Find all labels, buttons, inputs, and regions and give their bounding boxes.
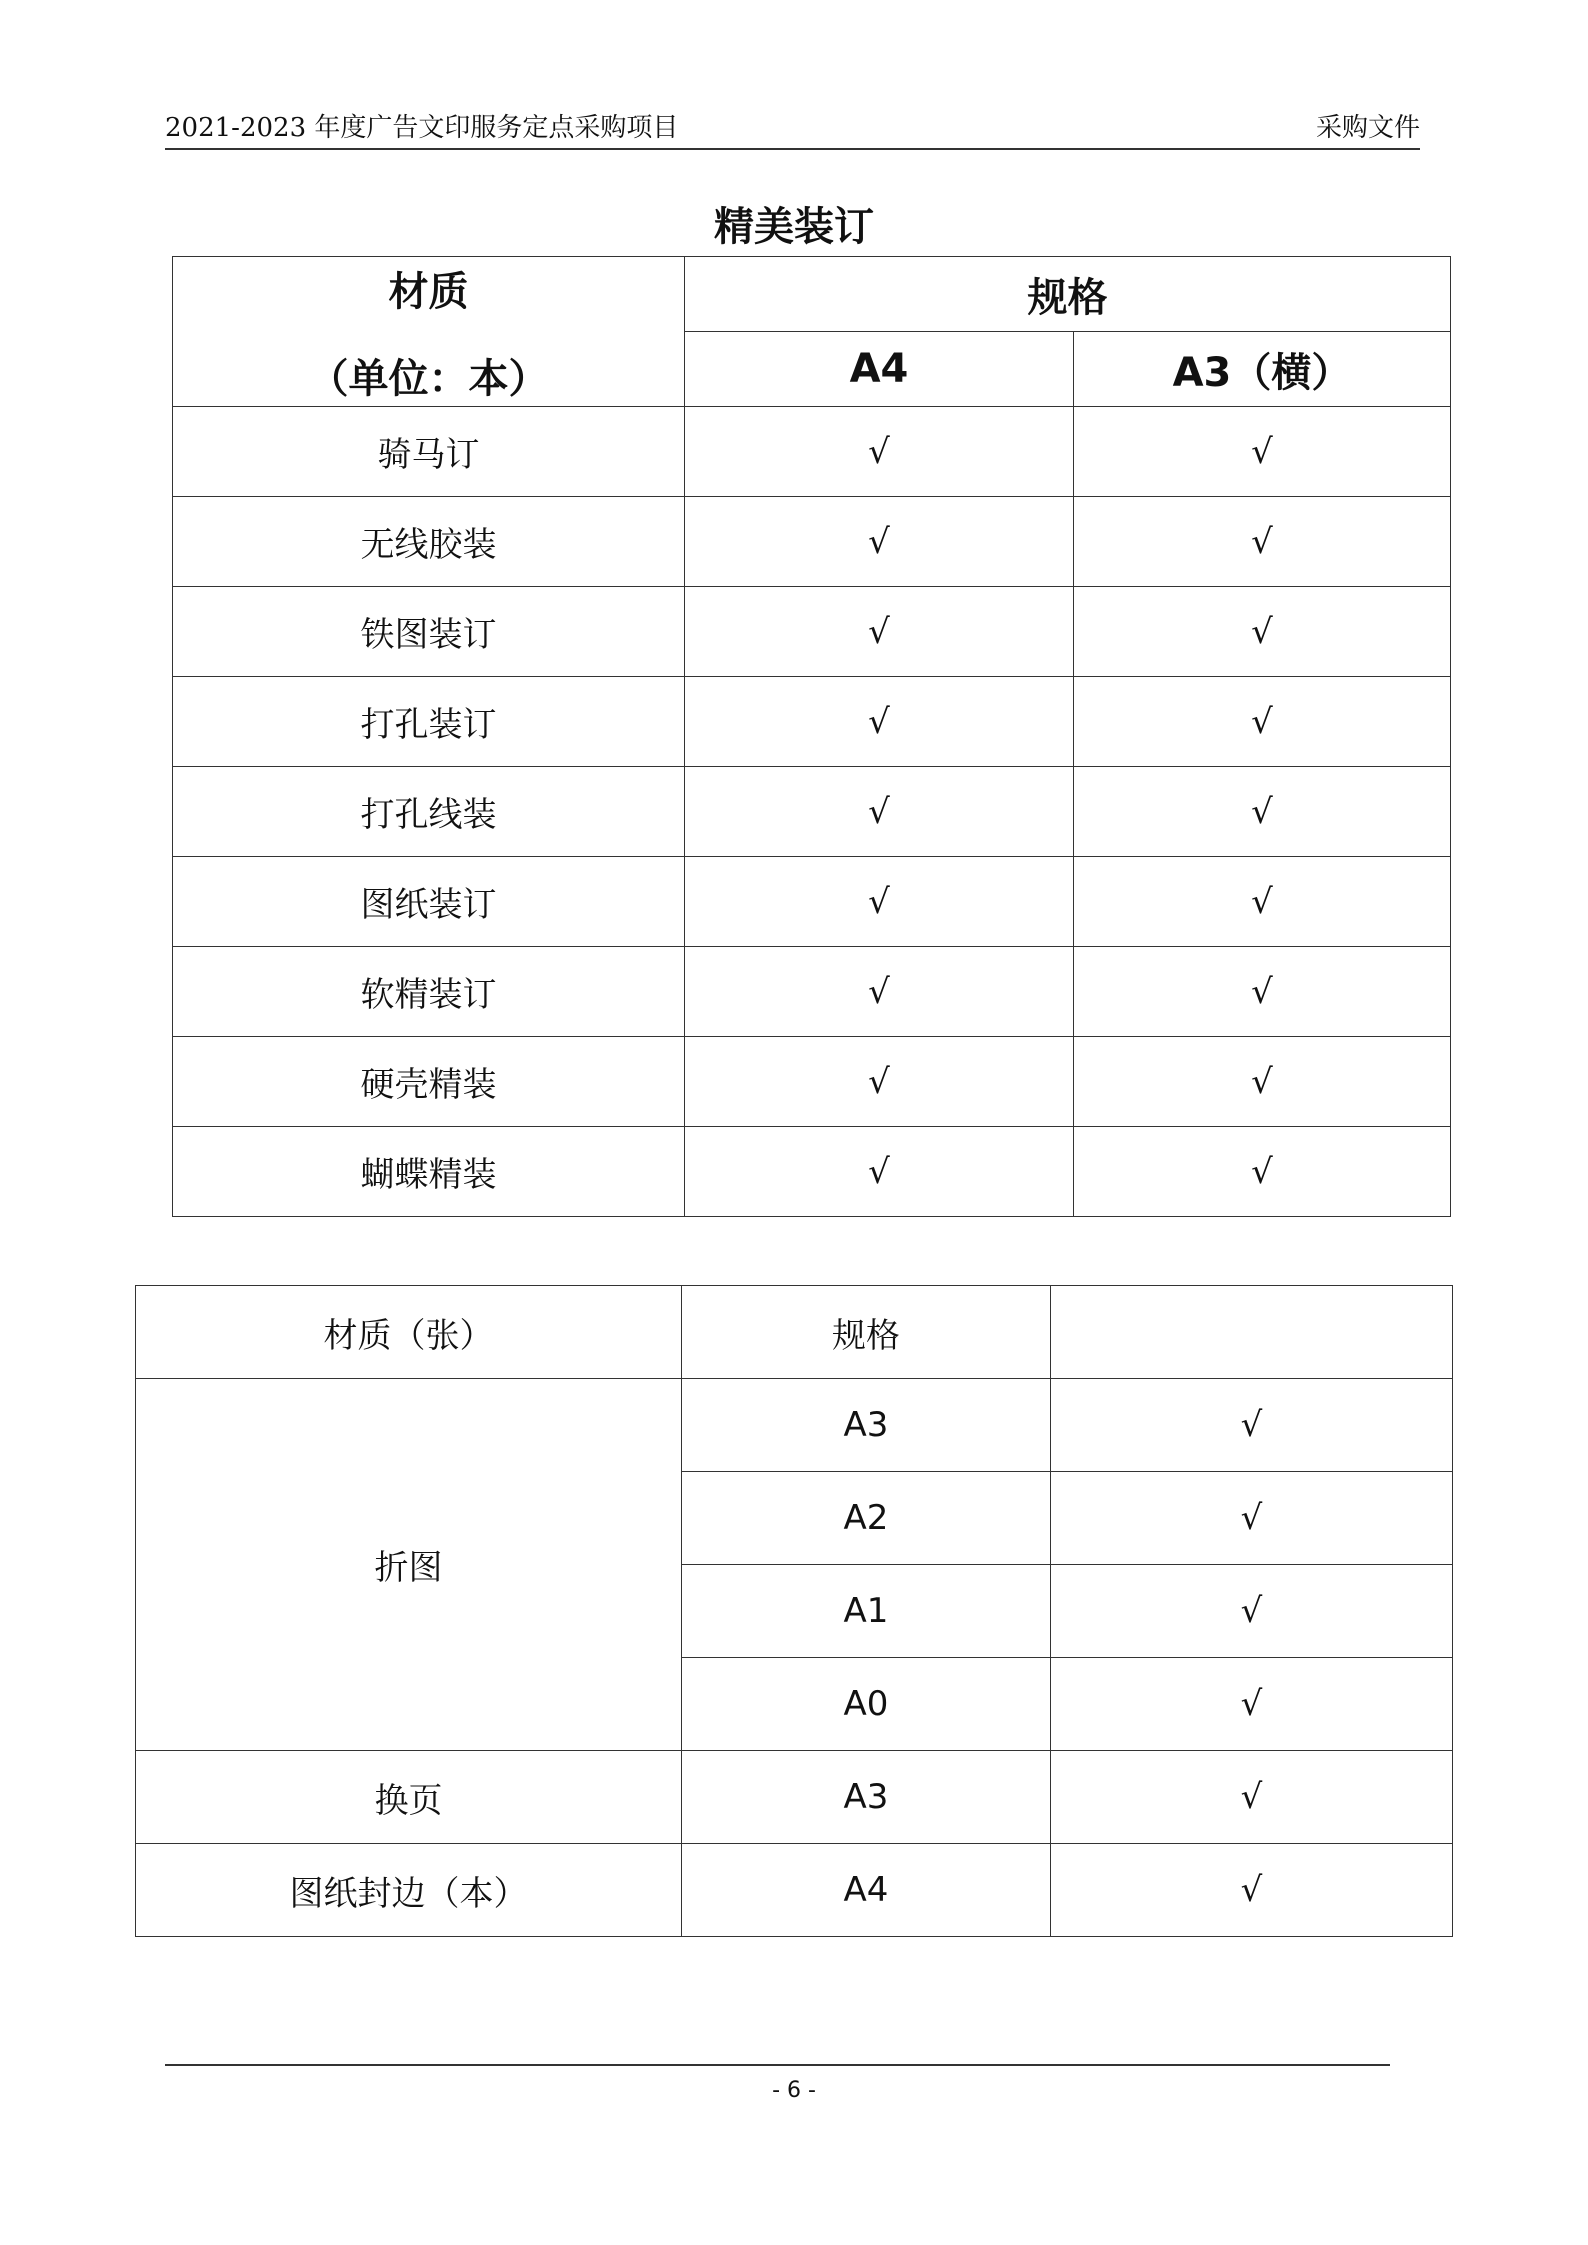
spec-header-2: 规格 bbox=[682, 1286, 1051, 1379]
a3-check: √ bbox=[1074, 587, 1451, 677]
fold-spec: A1 bbox=[682, 1565, 1051, 1658]
other-check: √ bbox=[1051, 1751, 1453, 1844]
a4-check: √ bbox=[685, 587, 1074, 677]
table-row bbox=[173, 497, 1451, 587]
header-doc-type: 采购文件 bbox=[1315, 113, 1420, 143]
page-number: - 6 - bbox=[772, 2078, 816, 2103]
binding-type: 打孔线装 bbox=[173, 767, 685, 857]
fold-spec: A2 bbox=[682, 1472, 1051, 1565]
other-type: 换页 bbox=[136, 1751, 682, 1844]
a3-check: √ bbox=[1074, 767, 1451, 857]
unit-header: （单位：本） bbox=[308, 355, 549, 402]
other-check: √ bbox=[1051, 1844, 1453, 1937]
other-spec: A4 bbox=[682, 1844, 1051, 1937]
a4-check: √ bbox=[685, 677, 1074, 767]
binding-type: 铁图装订 bbox=[173, 587, 685, 677]
fold-spec: A3 bbox=[682, 1379, 1051, 1472]
material-sheet-header: 材质（张） bbox=[136, 1286, 682, 1379]
other-type: 图纸封边（本） bbox=[136, 1844, 682, 1937]
a3-check: √ bbox=[1074, 677, 1451, 767]
header-project-title: 2021-2023 年度广告文印服务定点采购项目 bbox=[165, 113, 679, 143]
a3-check: √ bbox=[1074, 497, 1451, 587]
binding-type: 蝴蝶精装 bbox=[173, 1127, 685, 1217]
fold-check: √ bbox=[1051, 1565, 1453, 1658]
a4-check: √ bbox=[685, 1037, 1074, 1127]
page-header bbox=[165, 108, 1420, 150]
section-title: 精美装订 bbox=[714, 204, 874, 250]
a4-header: A4 bbox=[685, 332, 1074, 407]
table-row bbox=[136, 1844, 1453, 1937]
other-spec: A3 bbox=[682, 1751, 1051, 1844]
binding-type: 打孔装订 bbox=[173, 677, 685, 767]
blank-header bbox=[1051, 1286, 1453, 1379]
table-row bbox=[173, 1037, 1451, 1127]
table-row bbox=[173, 407, 1451, 497]
a4-check: √ bbox=[685, 857, 1074, 947]
binding-type: 软精装订 bbox=[173, 947, 685, 1037]
a4-check: √ bbox=[685, 767, 1074, 857]
a4-check: √ bbox=[685, 947, 1074, 1037]
fold-check: √ bbox=[1051, 1472, 1453, 1565]
table-row bbox=[173, 677, 1451, 767]
a3-check: √ bbox=[1074, 947, 1451, 1037]
table-row bbox=[173, 587, 1451, 677]
material-header-cell bbox=[173, 257, 685, 407]
binding-table bbox=[172, 256, 1451, 1217]
fold-table bbox=[135, 1285, 1453, 1937]
footer-rule bbox=[165, 2064, 1390, 2066]
binding-type: 无线胶装 bbox=[173, 497, 685, 587]
fold-spec: A0 bbox=[682, 1658, 1051, 1751]
spec-header: 规格 bbox=[685, 257, 1451, 332]
a3-check: √ bbox=[1074, 407, 1451, 497]
a3-check: √ bbox=[1074, 857, 1451, 947]
table-row bbox=[173, 767, 1451, 857]
table-row bbox=[136, 1751, 1453, 1844]
a4-check: √ bbox=[685, 497, 1074, 587]
table-row bbox=[173, 857, 1451, 947]
a3-check: √ bbox=[1074, 1037, 1451, 1127]
a3-header: A3（横） bbox=[1074, 332, 1451, 407]
a4-check: √ bbox=[685, 1127, 1074, 1217]
fold-check: √ bbox=[1051, 1658, 1453, 1751]
material-header: 材质 bbox=[388, 268, 469, 315]
a3-check: √ bbox=[1074, 1127, 1451, 1217]
table-row bbox=[136, 1379, 1453, 1472]
binding-type: 硬壳精装 bbox=[173, 1037, 685, 1127]
fold-check: √ bbox=[1051, 1379, 1453, 1472]
binding-type: 骑马订 bbox=[173, 407, 685, 497]
fold-type: 折图 bbox=[136, 1379, 682, 1751]
a4-check: √ bbox=[685, 407, 1074, 497]
table-row bbox=[173, 1127, 1451, 1217]
binding-type: 图纸装订 bbox=[173, 857, 685, 947]
table-row bbox=[173, 947, 1451, 1037]
